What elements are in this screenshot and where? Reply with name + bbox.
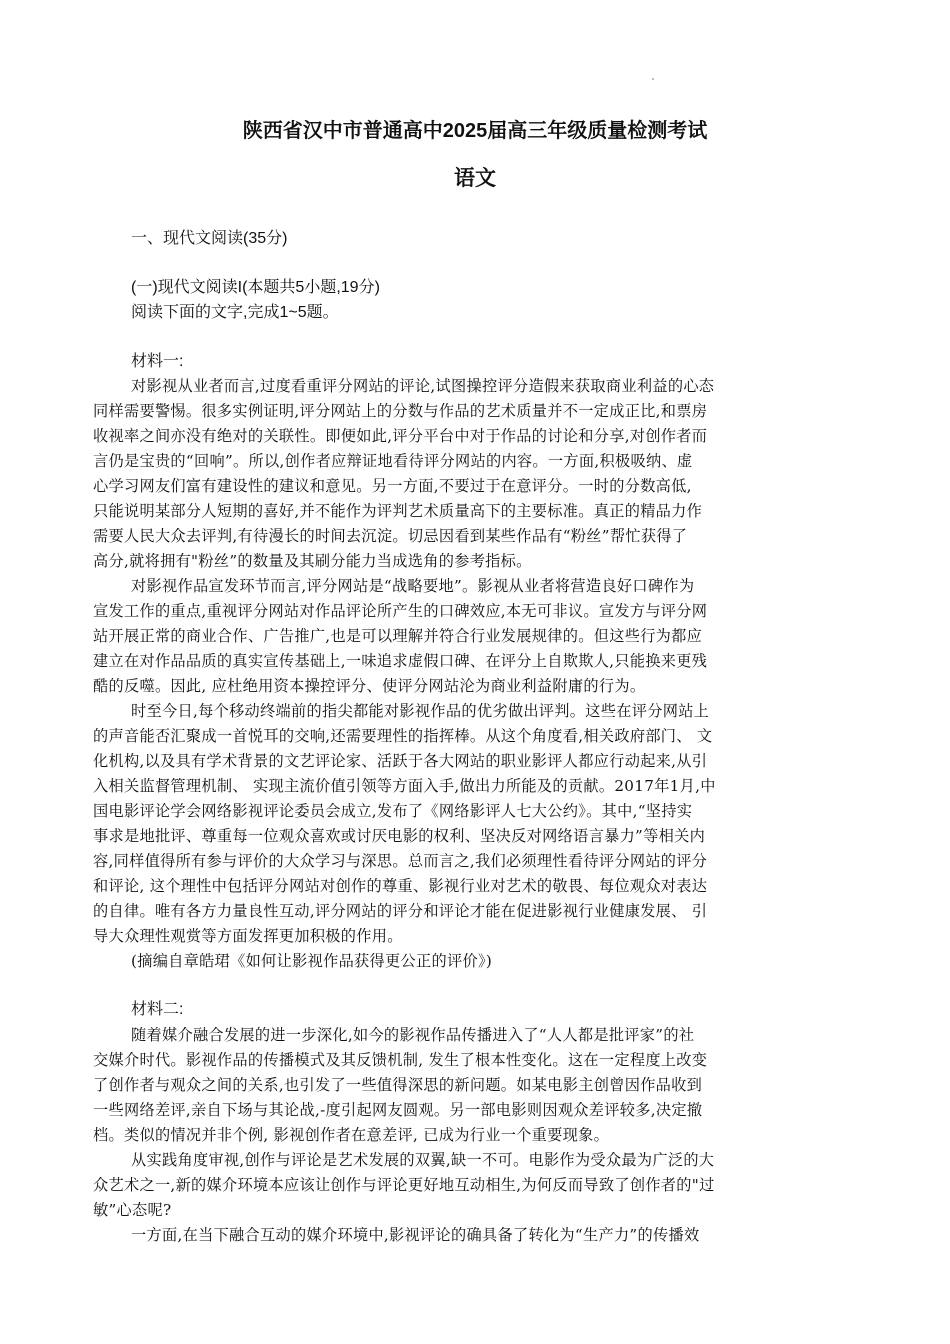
- m2-line: 了创作者与观众之间的关系,也引发了一些值得深思的新问题。如某电影主创曾因作品收到: [93, 1076, 703, 1094]
- m2-line: 敏”心态呢?: [93, 1201, 172, 1219]
- m1-line: 酷的反噬。因此, 应杜绝用资本操控评分、使评分网站沦为商业利益附庸的行为。: [93, 677, 646, 695]
- m1-line: 言仍是宝贵的“回响”。所以,创作者应辩证地看待评分网站的内容。一方面,积极吸纳、虚: [93, 452, 693, 470]
- subject-title: 语文: [454, 167, 496, 190]
- m2-line: 从实践角度审视,创作与评论是艺术发展的双翼,缺一不可。电影作为受众最为广泛的大: [131, 1151, 715, 1169]
- m1-line: 事求是地批评、尊重每一位观众喜欢或讨厌电影的权利、坚决反对网络语言暴力”等相关内: [93, 827, 706, 845]
- m1-line: 国电影评论学会网络影视评论委员会成立,发布了《网络影评人七大公约》。其中,“坚持实: [93, 802, 693, 820]
- m1-source: (摘编自章皓珺《如何让影视作品获得更公正的评价》): [131, 952, 493, 970]
- m1-line: 时至今日,每个移动终端前的指尖都能对影视作品的优劣做出评判。这些在评分网站上: [131, 702, 710, 720]
- m1-line: 只能说明某部分人短期的喜好,并不能作为评判艺术质量高下的主要标准。真正的精品力作: [93, 502, 703, 520]
- m2-line: 一方面,在当下融合互动的媒介环境中,影视评论的确具备了转化为“生产力”的传播效: [131, 1226, 700, 1244]
- m1-line: 高分,就将拥有"粉丝”的数量及其刷分能力当成选角的参考指标。: [93, 552, 532, 570]
- exam-title: 陕西省汉中市普通高中2025届高三年级质量检测考试: [242, 120, 708, 142]
- sub-heading: (一)现代文阅读I(本题共5小题,19分): [131, 279, 380, 296]
- m1-line: 同样需要警惕。很多实例证明,评分网站上的分数与作品的艺术质量并不一定成正比,和票房: [93, 402, 708, 420]
- instruction: 阅读下面的文字,完成1~5题。: [131, 304, 339, 321]
- m1-line: 和评论, 这个理性中包括评分网站对创作的尊重、影视行业对艺术的敬畏、每位观众对表达: [93, 877, 708, 895]
- m1-line: 需要人民大众去评判,有待漫长的时间去沉淀。切忌因看到某些作品有“粉丝”帮忙获得了: [93, 527, 688, 545]
- material2-label: 材料二:: [131, 1001, 184, 1018]
- m1-line: 建立在对作品品质的真实宣传基础上,一味追求虚假口碑、在评分上自欺欺人,只能换来更残: [93, 652, 708, 670]
- section-heading: 一、现代文阅读(35分): [131, 230, 288, 247]
- m1-line: 收视率之间亦没有绝对的关联性。即便如此,评分平台中对于作品的讨论和分享,对创作者而: [93, 427, 708, 445]
- m1-line: 心学习网友们富有建设性的建议和意见。另一方面,不要过于在意评分。一时的分数高低,: [93, 477, 692, 495]
- m2-line: 档。类似的情况并非个例, 影视创作者在意差评, 已成为行业一个重要现象。: [93, 1126, 610, 1144]
- m1-line: 的自律。唯有各方力量良性互动,评分网站的评分和评论才能在促进影视行业健康发展、 引: [93, 902, 708, 920]
- m1-line: 容,同样值得所有参与评价的大众学习与深思。总而言之,我们必须理性看待评分网站的评分: [93, 852, 708, 870]
- m1-line: 导大众理性观赏等方面发挥更加积极的作用。: [93, 927, 403, 945]
- m2-line: 交媒介时代。影视作品的传播模式及其反馈机制, 发生了根本性变化。这在一定程度上改变: [93, 1051, 708, 1069]
- m1-line: 化机构,以及具有学术背景的文艺评论家、活跃于各大网站的职业影评人都应行动起来,从引: [93, 752, 708, 770]
- m1-line: 宣发工作的重点,重视评分网站对作品评论所产生的口碑效应,本无可非议。宣发方与评分网: [93, 602, 708, 620]
- m2-line: 一些网络差评,亲自下场与其论战,-度引起网友圆观。另一部电影则因观众差评较多,决定撤: [93, 1101, 703, 1119]
- m1-line: 入相关监督管理机制、 实现主流价值引领等方面入手,做出力所能及的贡献。2017年1月,中: [93, 777, 716, 795]
- material1-label: 材料一:: [131, 353, 184, 370]
- m2-line: 众艺术之一,新的媒介环境本应该让创作与评论更好地互动相生,为何反而导致了创作者的"过: [93, 1176, 715, 1194]
- scan-dot: [652, 78, 654, 80]
- m1-line: 站开展正常的商业合作、广告推广,也是可以理解并符合行业发展规律的。但这些行为都应: [93, 627, 703, 645]
- m1-line: 对影视从业者而言,过度看重评分网站的评论,试图操控评分造假来获取商业利益的心态: [131, 377, 715, 395]
- m1-line: 对影视作品宣发环节而言,评分网站是“战略要地”。影视从业者将营造良好口碑作为: [131, 577, 695, 595]
- m2-line: 随着媒介融合发展的进一步深化,如今的影视作品传播进入了“人人都是批评家”的社: [131, 1026, 695, 1044]
- m1-line: 的声音能否汇聚成一首悦耳的交响,还需要理性的指挥棒。从这个角度看,相关政府部门、 文: [93, 727, 713, 745]
